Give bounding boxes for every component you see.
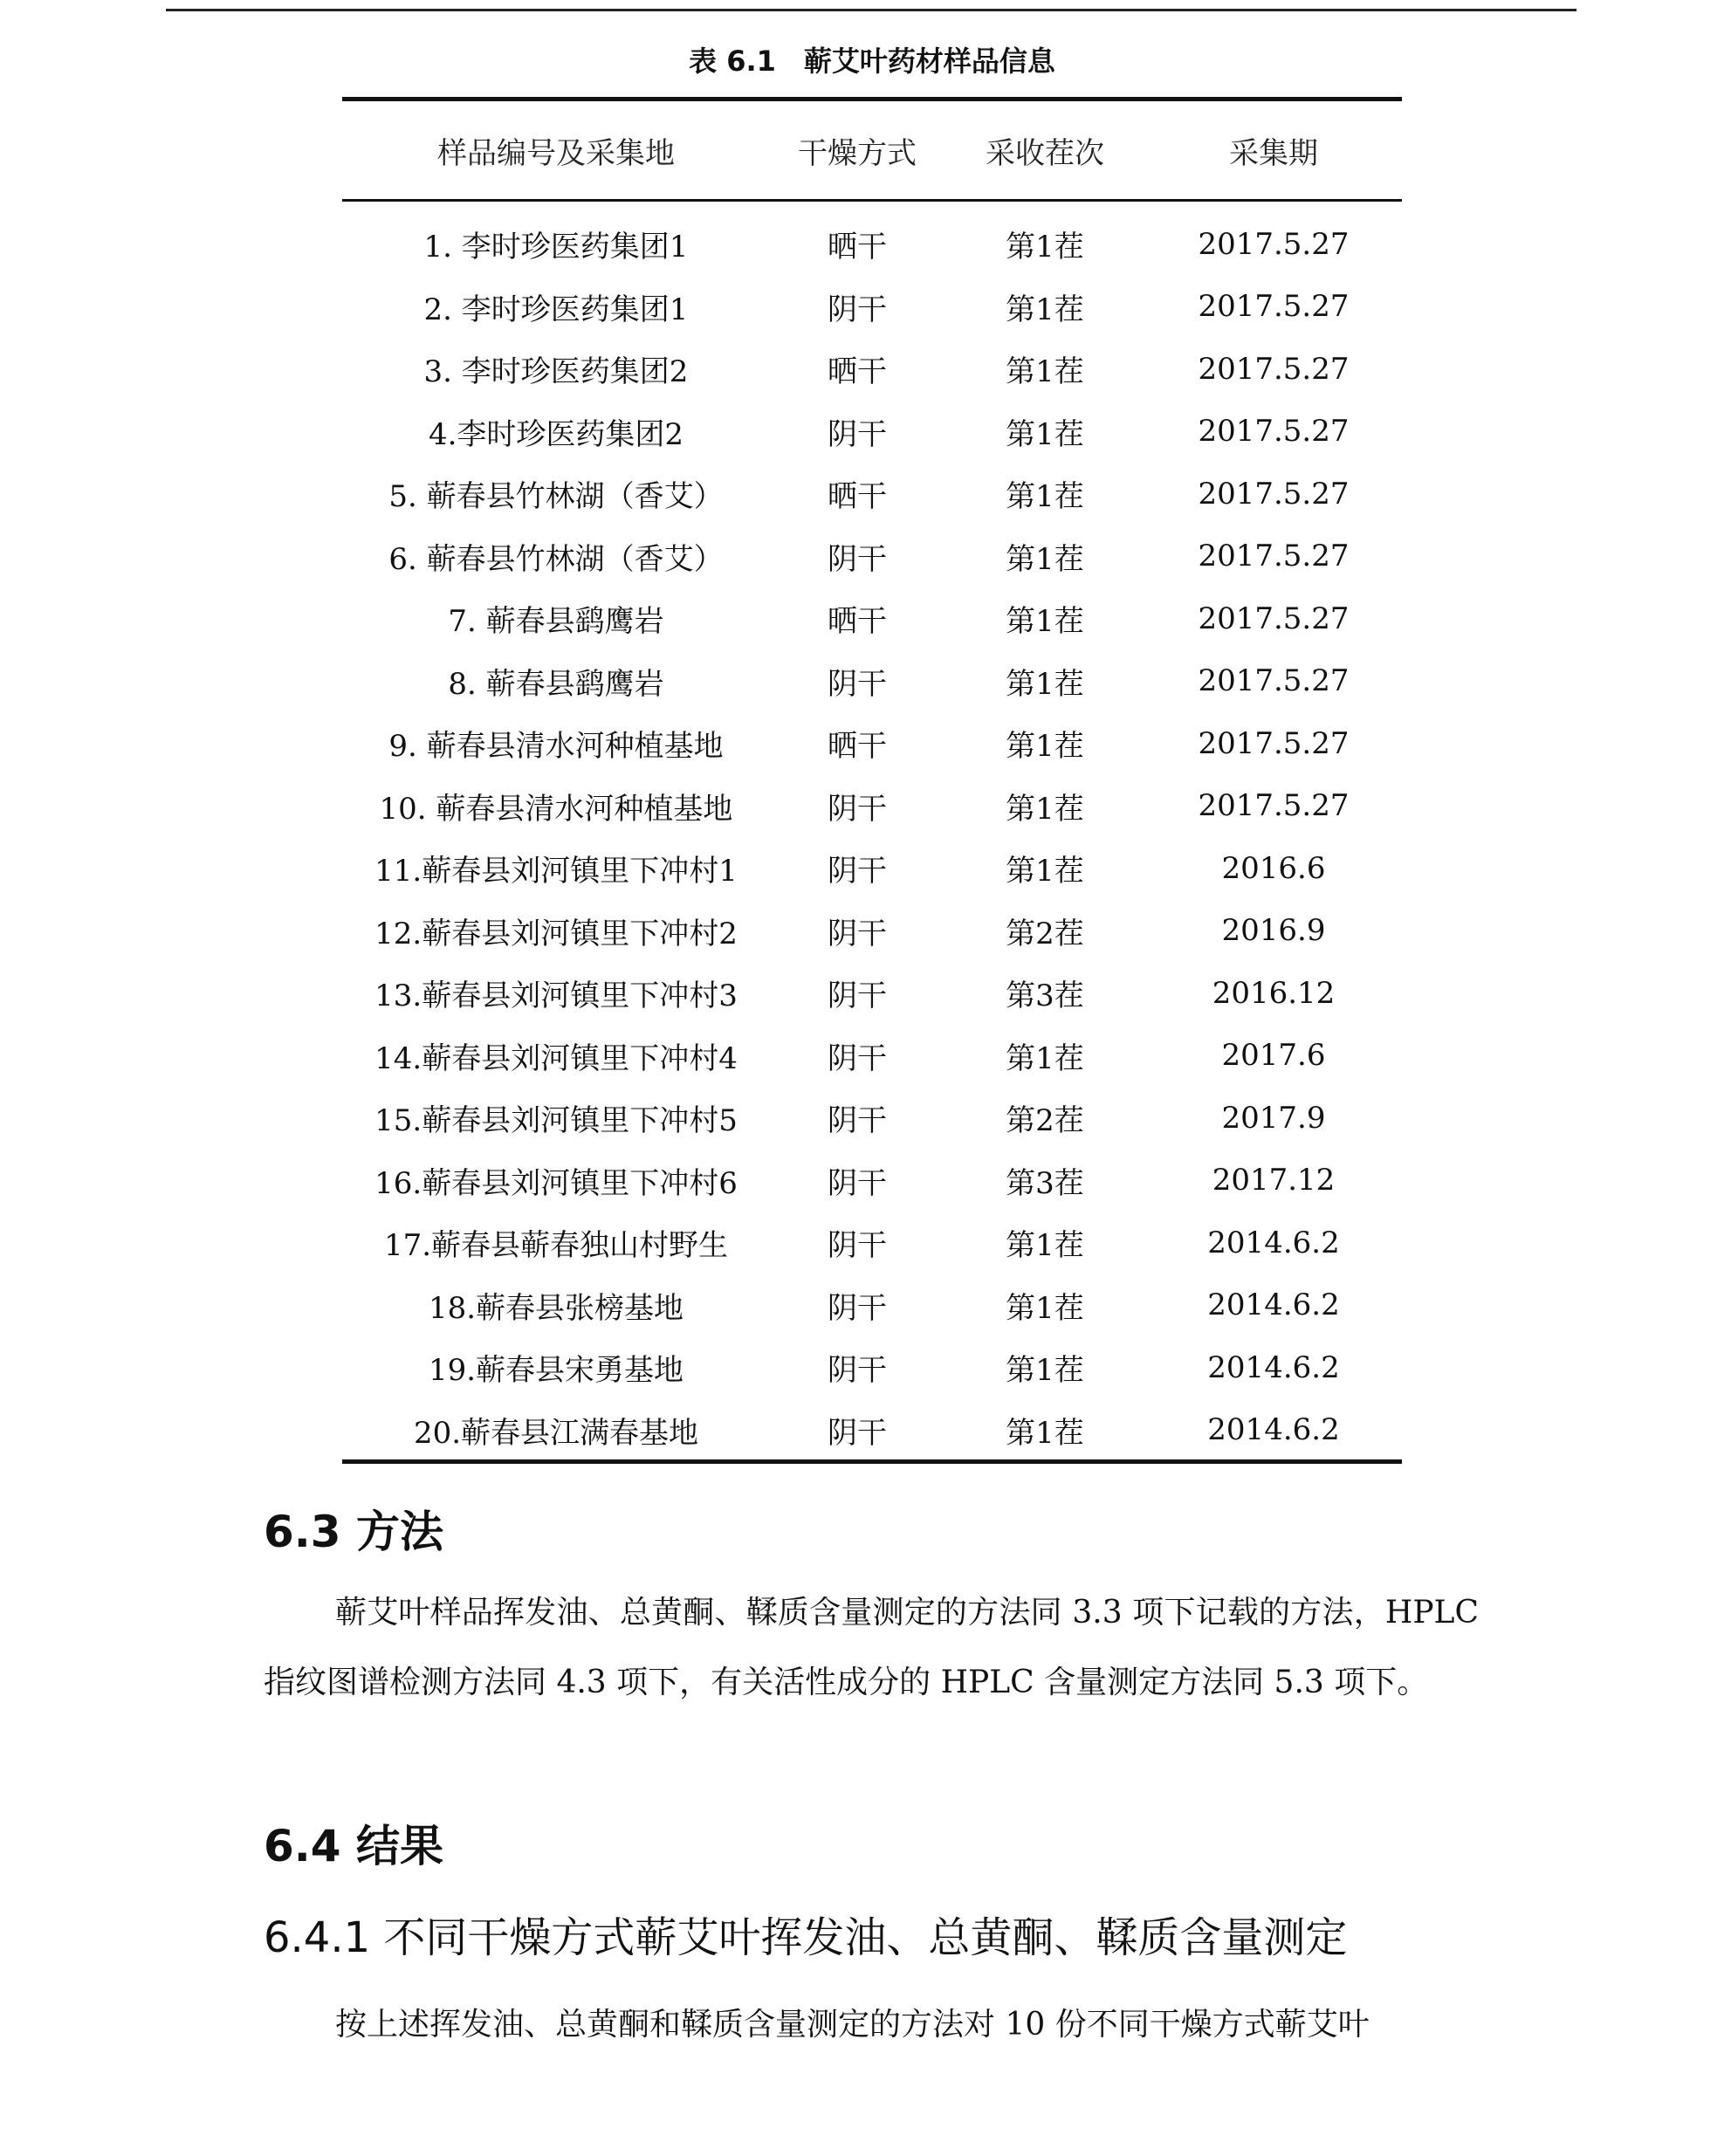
drying-cell: 阴干 xyxy=(828,791,887,827)
sample-cell: 16.蕲春县刘河镇里下冲村6 xyxy=(374,1165,738,1201)
harvest-cell: 第1茬 xyxy=(1006,292,1084,327)
sample-cell: 5. 蕲春县竹林湖（香艾） xyxy=(388,479,724,515)
section-heading-6-3: 6.3 方法 xyxy=(264,1507,443,1557)
table-row xyxy=(342,587,1402,650)
date-cell: 2017.12 xyxy=(1212,1163,1336,1198)
table-row xyxy=(342,712,1402,775)
table-body xyxy=(342,213,1402,1461)
table-row xyxy=(342,276,1402,339)
harvest-cell: 第1茬 xyxy=(1006,1228,1084,1264)
date-cell: 2017.5.27 xyxy=(1198,414,1350,450)
sample-cell: 1. 李时珍医药集团1 xyxy=(423,230,689,265)
harvest-cell: 第1茬 xyxy=(1006,666,1084,702)
harvest-cell: 第1茬 xyxy=(1006,416,1084,452)
table-row xyxy=(342,1212,1402,1274)
drying-cell: 晒干 xyxy=(828,479,887,515)
table-row xyxy=(342,1150,1402,1212)
date-cell: 2017.5.27 xyxy=(1198,788,1350,824)
date-cell: 2017.5.27 xyxy=(1198,351,1350,387)
sample-cell: 4.李时珍医药集团2 xyxy=(428,416,684,452)
harvest-cell: 第2茬 xyxy=(1006,916,1084,951)
sample-cell: 15.蕲春县刘河镇里下冲村5 xyxy=(374,1103,738,1139)
sample-cell: 13.蕲春县刘河镇里下冲村3 xyxy=(374,978,738,1014)
date-cell: 2017.5.27 xyxy=(1198,663,1350,699)
table-header-row xyxy=(342,122,1402,178)
table-row xyxy=(342,1274,1402,1337)
table-row xyxy=(342,1025,1402,1088)
table-caption: 表 6.1 蕲艾叶药材样品信息 xyxy=(689,45,1055,78)
sample-cell: 19.蕲春县宋勇基地 xyxy=(428,1353,684,1389)
harvest-cell: 第1茬 xyxy=(1006,1353,1084,1389)
date-cell: 2017.5.27 xyxy=(1198,476,1350,512)
harvest-cell: 第3茬 xyxy=(1006,1165,1084,1201)
drying-cell: 阴干 xyxy=(828,1040,887,1076)
date-cell: 2017.5.27 xyxy=(1198,289,1350,325)
harvest-cell: 第1茬 xyxy=(1006,729,1084,765)
date-cell: 2016.12 xyxy=(1212,975,1336,1011)
date-cell: 2014.6.2 xyxy=(1207,1287,1340,1323)
drying-cell: 晒干 xyxy=(828,230,887,265)
drying-cell: 阴干 xyxy=(828,1228,887,1264)
sample-cell: 17.蕲春县蕲春独山村野生 xyxy=(383,1228,729,1264)
table-row xyxy=(342,401,1402,463)
drying-cell: 阴干 xyxy=(828,541,887,577)
harvest-cell: 第1茬 xyxy=(1006,230,1084,265)
drying-cell: 阴干 xyxy=(828,1353,887,1389)
harvest-cell: 第1茬 xyxy=(1006,604,1084,640)
harvest-cell: 第1茬 xyxy=(1006,1040,1084,1076)
sample-cell: 8. 蕲春县鹞鹰岩 xyxy=(448,666,664,702)
drying-cell: 晒干 xyxy=(828,729,887,765)
harvest-cell: 第1茬 xyxy=(1006,354,1084,390)
page-header-rule xyxy=(166,9,1576,11)
date-cell: 2014.6.2 xyxy=(1207,1225,1340,1260)
drying-cell: 晒干 xyxy=(828,354,887,390)
sample-cell: 6. 蕲春县竹林湖（香艾） xyxy=(388,541,724,577)
date-cell: 2014.6.2 xyxy=(1207,1349,1340,1385)
table-bottom-rule xyxy=(342,1459,1402,1464)
table-row xyxy=(342,900,1402,963)
harvest-cell: 第3茬 xyxy=(1006,978,1084,1014)
table-row xyxy=(342,338,1402,401)
paragraph-6-4-1: 按上述挥发油、总黄酮和鞣质含量测定的方法对 10 份不同干燥方式蕲艾叶 xyxy=(335,2007,1370,2043)
table-row xyxy=(342,650,1402,713)
date-cell: 2016.9 xyxy=(1221,913,1326,949)
table-row xyxy=(342,837,1402,900)
date-cell: 2017.5.27 xyxy=(1198,539,1350,574)
sample-cell: 10. 蕲春县清水河种植基地 xyxy=(379,791,733,827)
harvest-cell: 第1茬 xyxy=(1006,854,1084,889)
section-heading-6-4-1: 6.4.1 不同干燥方式蕲艾叶挥发油、总黄酮、鞣质含量测定 xyxy=(264,1913,1348,1962)
header-date: 采集期 xyxy=(1229,135,1318,171)
table-top-rule xyxy=(342,97,1402,101)
sample-cell: 2. 李时珍医药集团1 xyxy=(423,292,689,327)
harvest-cell: 第1茬 xyxy=(1006,791,1084,827)
table-header-rule xyxy=(342,199,1402,202)
sample-cell: 3. 李时珍医药集团2 xyxy=(423,354,689,390)
date-cell: 2017.5.27 xyxy=(1198,226,1350,262)
table-row xyxy=(342,1336,1402,1399)
sample-cell: 7. 蕲春县鹞鹰岩 xyxy=(448,604,664,640)
drying-cell: 晒干 xyxy=(828,604,887,640)
sample-cell: 11.蕲春县刘河镇里下冲村1 xyxy=(374,854,738,889)
table-row xyxy=(342,463,1402,525)
table-row xyxy=(342,1399,1402,1462)
date-cell: 2016.6 xyxy=(1221,850,1326,886)
date-cell: 2017.9 xyxy=(1221,1100,1326,1136)
drying-cell: 阴干 xyxy=(828,666,887,702)
date-cell: 2014.6.2 xyxy=(1207,1412,1340,1448)
table-row xyxy=(342,1087,1402,1150)
drying-cell: 阴干 xyxy=(828,1165,887,1201)
sample-cell: 14.蕲春县刘河镇里下冲村4 xyxy=(374,1040,738,1076)
table-row xyxy=(342,213,1402,276)
drying-cell: 阴干 xyxy=(828,854,887,889)
harvest-cell: 第1茬 xyxy=(1006,479,1084,515)
drying-cell: 阴干 xyxy=(828,978,887,1014)
table-row xyxy=(342,525,1402,588)
date-cell: 2017.5.27 xyxy=(1198,725,1350,761)
header-sample: 样品编号及采集地 xyxy=(437,135,675,171)
table-row xyxy=(342,775,1402,838)
sample-cell: 12.蕲春县刘河镇里下冲村2 xyxy=(374,916,738,951)
drying-cell: 阴干 xyxy=(828,1415,887,1451)
date-cell: 2017.6 xyxy=(1221,1038,1326,1074)
harvest-cell: 第1茬 xyxy=(1006,541,1084,577)
drying-cell: 阴干 xyxy=(828,292,887,327)
header-harvest: 采收茬次 xyxy=(986,135,1104,171)
sample-cell: 20.蕲春县江满春基地 xyxy=(413,1415,699,1451)
sample-cell: 18.蕲春县张榜基地 xyxy=(428,1290,684,1326)
drying-cell: 阴干 xyxy=(828,1103,887,1139)
date-cell: 2017.5.27 xyxy=(1198,601,1350,636)
section-heading-6-4: 6.4 结果 xyxy=(264,1821,443,1871)
header-drying: 干燥方式 xyxy=(798,135,917,171)
drying-cell: 阴干 xyxy=(828,1290,887,1326)
drying-cell: 阴干 xyxy=(828,416,887,452)
harvest-cell: 第1茬 xyxy=(1006,1415,1084,1451)
harvest-cell: 第2茬 xyxy=(1006,1103,1084,1139)
sample-cell: 9. 蕲春县清水河种植基地 xyxy=(388,729,724,765)
harvest-cell: 第1茬 xyxy=(1006,1290,1084,1326)
table-row xyxy=(342,962,1402,1025)
paragraph-6-3: 蕲艾叶样品挥发油、总黄酮、鞣质含量测定的方法同 3.3 项下记载的方法，HPLC 指纹图谱检测方法同 4.3 项下，有关活性成分的 HPLC 含量测定方法同 5.3 项下。 xyxy=(264,1595,1479,1700)
drying-cell: 阴干 xyxy=(828,916,887,951)
